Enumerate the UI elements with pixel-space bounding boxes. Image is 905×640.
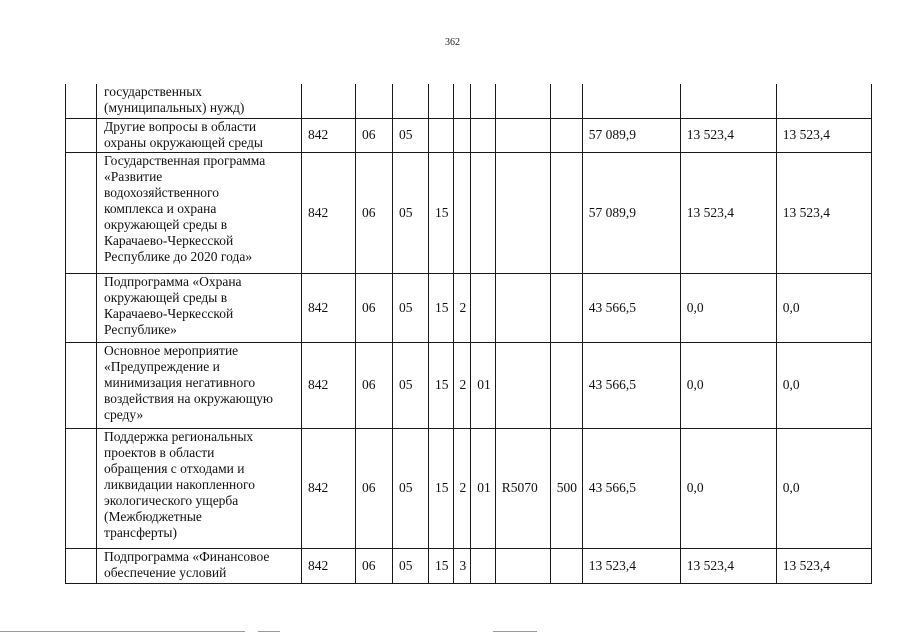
item-name-line: обращения с отходами и <box>104 460 245 476</box>
item-name-line: минимизация негативного <box>104 374 256 390</box>
item-name-line: экологического ущерба <box>104 492 239 508</box>
item-name-line: государственных <box>104 84 203 99</box>
code-program-cell: 15 <box>429 152 454 273</box>
table-row <box>66 118 872 152</box>
amount-year1-cell: 43 566,5 <box>582 273 680 342</box>
code-direction-cell <box>495 342 550 428</box>
row-number-cell <box>66 548 97 583</box>
code-subprogram-cell: 3 <box>453 548 471 583</box>
row-number-cell <box>66 428 97 548</box>
code-event-cell <box>471 548 496 583</box>
code-podrazdel-cell: 05 <box>393 152 429 273</box>
item-name-line: трансферты) <box>104 524 177 540</box>
code-subprogram-cell <box>453 118 471 152</box>
code-razdel-cell <box>356 84 393 118</box>
code-subprogram-cell <box>453 84 471 118</box>
amount-year2-cell: 0,0 <box>680 428 776 548</box>
amount-year3-cell: 0,0 <box>776 428 871 548</box>
item-name-line: ликвидации накопленного <box>104 476 255 492</box>
item-name-line: (муниципальных) нужд) <box>104 100 245 115</box>
item-name-line: обеспечение условий <box>104 564 227 580</box>
code-subprogram-cell: 2 <box>453 342 471 428</box>
amount-year2-cell: 0,0 <box>680 342 776 428</box>
code-program-cell: 15 <box>429 428 454 548</box>
amount-year1-cell: 57 089,9 <box>582 118 680 152</box>
table-row <box>66 84 872 118</box>
code-expense-type-cell <box>550 342 582 428</box>
item-name-line: воздействия на окружающую <box>104 390 273 406</box>
code-razdel-cell: 06 <box>356 428 393 548</box>
row-number-cell <box>66 342 97 428</box>
code-glava-cell <box>302 84 356 118</box>
code-event-cell: 01 <box>471 428 496 548</box>
budget-table <box>65 84 872 584</box>
item-name-line: охраны окружающей среды <box>104 134 263 150</box>
amount-year1-cell: 57 089,9 <box>582 152 680 273</box>
code-expense-type-cell: 500 <box>550 428 582 548</box>
code-event-cell <box>471 118 496 152</box>
scan-artifact-line <box>258 631 280 632</box>
code-expense-type-cell <box>550 273 582 342</box>
row-number-cell <box>66 273 97 342</box>
row-number-cell <box>66 84 97 118</box>
item-name-line: (Межбюджетные <box>104 508 202 524</box>
code-glava-cell: 842 <box>302 152 356 273</box>
code-direction-cell <box>495 152 550 273</box>
item-name-line: водохозяйственного <box>104 184 220 200</box>
item-name-line: Карачаево-Черкесской <box>104 232 234 248</box>
code-direction-cell <box>495 84 550 118</box>
item-name-cell <box>97 152 302 273</box>
code-program-cell <box>429 84 454 118</box>
code-program-cell <box>429 118 454 152</box>
code-subprogram-cell: 2 <box>453 428 471 548</box>
item-name-line: Поддержка региональных <box>104 428 254 444</box>
amount-year2-cell: 0,0 <box>680 273 776 342</box>
amount-year3-cell: 0,0 <box>776 342 871 428</box>
item-name-line: Основное мероприятие <box>104 342 239 358</box>
code-expense-type-cell <box>550 152 582 273</box>
item-name-line: окружающей среды в <box>104 216 228 232</box>
code-podrazdel-cell: 05 <box>393 118 429 152</box>
table-row <box>66 428 872 548</box>
code-podrazdel-cell: 05 <box>393 548 429 583</box>
amount-year1-cell: 13 523,4 <box>582 548 680 583</box>
code-glava-cell: 842 <box>302 428 356 548</box>
item-name-line: среду» <box>104 406 144 422</box>
amount-year2-cell: 13 523,4 <box>680 152 776 273</box>
code-podrazdel-cell: 05 <box>393 342 429 428</box>
item-name-cell <box>97 84 302 118</box>
item-name-line: окружающей среды в <box>104 289 228 305</box>
amount-year2-cell <box>680 84 776 118</box>
code-direction-cell: R5070 <box>495 428 550 548</box>
code-podrazdel-cell: 05 <box>393 428 429 548</box>
amount-year3-cell: 0,0 <box>776 273 871 342</box>
scan-artifact-line <box>0 631 245 632</box>
code-event-cell: 01 <box>471 342 496 428</box>
item-name-cell <box>97 118 302 152</box>
page-number: 362 <box>445 37 460 48</box>
amount-year1-cell: 43 566,5 <box>582 342 680 428</box>
item-name-line: Подпрограмма «Финансовое <box>104 548 270 564</box>
code-razdel-cell: 06 <box>356 273 393 342</box>
item-name-cell <box>97 342 302 428</box>
code-razdel-cell: 06 <box>356 548 393 583</box>
code-event-cell <box>471 152 496 273</box>
item-name-line: Карачаево-Черкесской <box>104 305 234 321</box>
item-name-cell <box>97 548 302 583</box>
item-name-cell <box>97 428 302 548</box>
code-razdel-cell: 06 <box>356 118 393 152</box>
item-name-line: Республике до 2020 года» <box>104 248 253 264</box>
code-glava-cell: 842 <box>302 273 356 342</box>
scan-artifact-line <box>493 631 537 632</box>
code-program-cell: 15 <box>429 273 454 342</box>
amount-year1-cell <box>582 84 680 118</box>
code-program-cell: 15 <box>429 342 454 428</box>
item-name-line: Республике» <box>104 321 177 337</box>
code-event-cell <box>471 84 496 118</box>
item-name-line: проектов в области <box>104 444 215 460</box>
amount-year3-cell: 13 523,4 <box>776 548 871 583</box>
code-subprogram-cell <box>453 152 471 273</box>
code-expense-type-cell <box>550 548 582 583</box>
amount-year3-cell: 13 523,4 <box>776 118 871 152</box>
table-row <box>66 273 872 342</box>
amount-year3-cell: 13 523,4 <box>776 152 871 273</box>
amount-year1-cell: 43 566,5 <box>582 428 680 548</box>
amount-year2-cell: 13 523,4 <box>680 118 776 152</box>
code-expense-type-cell <box>550 84 582 118</box>
item-name-line: Другие вопросы в области <box>104 118 257 134</box>
amount-year2-cell: 13 523,4 <box>680 548 776 583</box>
item-name-line: Подпрограмма «Охрана <box>104 273 242 289</box>
item-name-cell <box>97 273 302 342</box>
code-razdel-cell: 06 <box>356 342 393 428</box>
code-direction-cell <box>495 548 550 583</box>
row-number-cell <box>66 118 97 152</box>
code-subprogram-cell: 2 <box>453 273 471 342</box>
code-podrazdel-cell: 05 <box>393 273 429 342</box>
item-name-line: «Предупреждение и <box>104 358 220 374</box>
code-event-cell <box>471 273 496 342</box>
code-podrazdel-cell <box>393 84 429 118</box>
table-row <box>66 342 872 428</box>
code-glava-cell: 842 <box>302 118 356 152</box>
code-expense-type-cell <box>550 118 582 152</box>
code-glava-cell: 842 <box>302 342 356 428</box>
item-name-line: Государственная программа <box>104 152 266 168</box>
code-direction-cell <box>495 273 550 342</box>
item-name-line: комплекса и охрана <box>104 200 217 216</box>
code-program-cell: 15 <box>429 548 454 583</box>
code-razdel-cell: 06 <box>356 152 393 273</box>
row-number-cell <box>66 152 97 273</box>
table-row <box>66 548 872 583</box>
table-row <box>66 152 872 273</box>
code-glava-cell: 842 <box>302 548 356 583</box>
code-direction-cell <box>495 118 550 152</box>
table-body <box>66 84 872 583</box>
amount-year3-cell <box>776 84 871 118</box>
item-name-line: «Развитие <box>104 168 163 184</box>
